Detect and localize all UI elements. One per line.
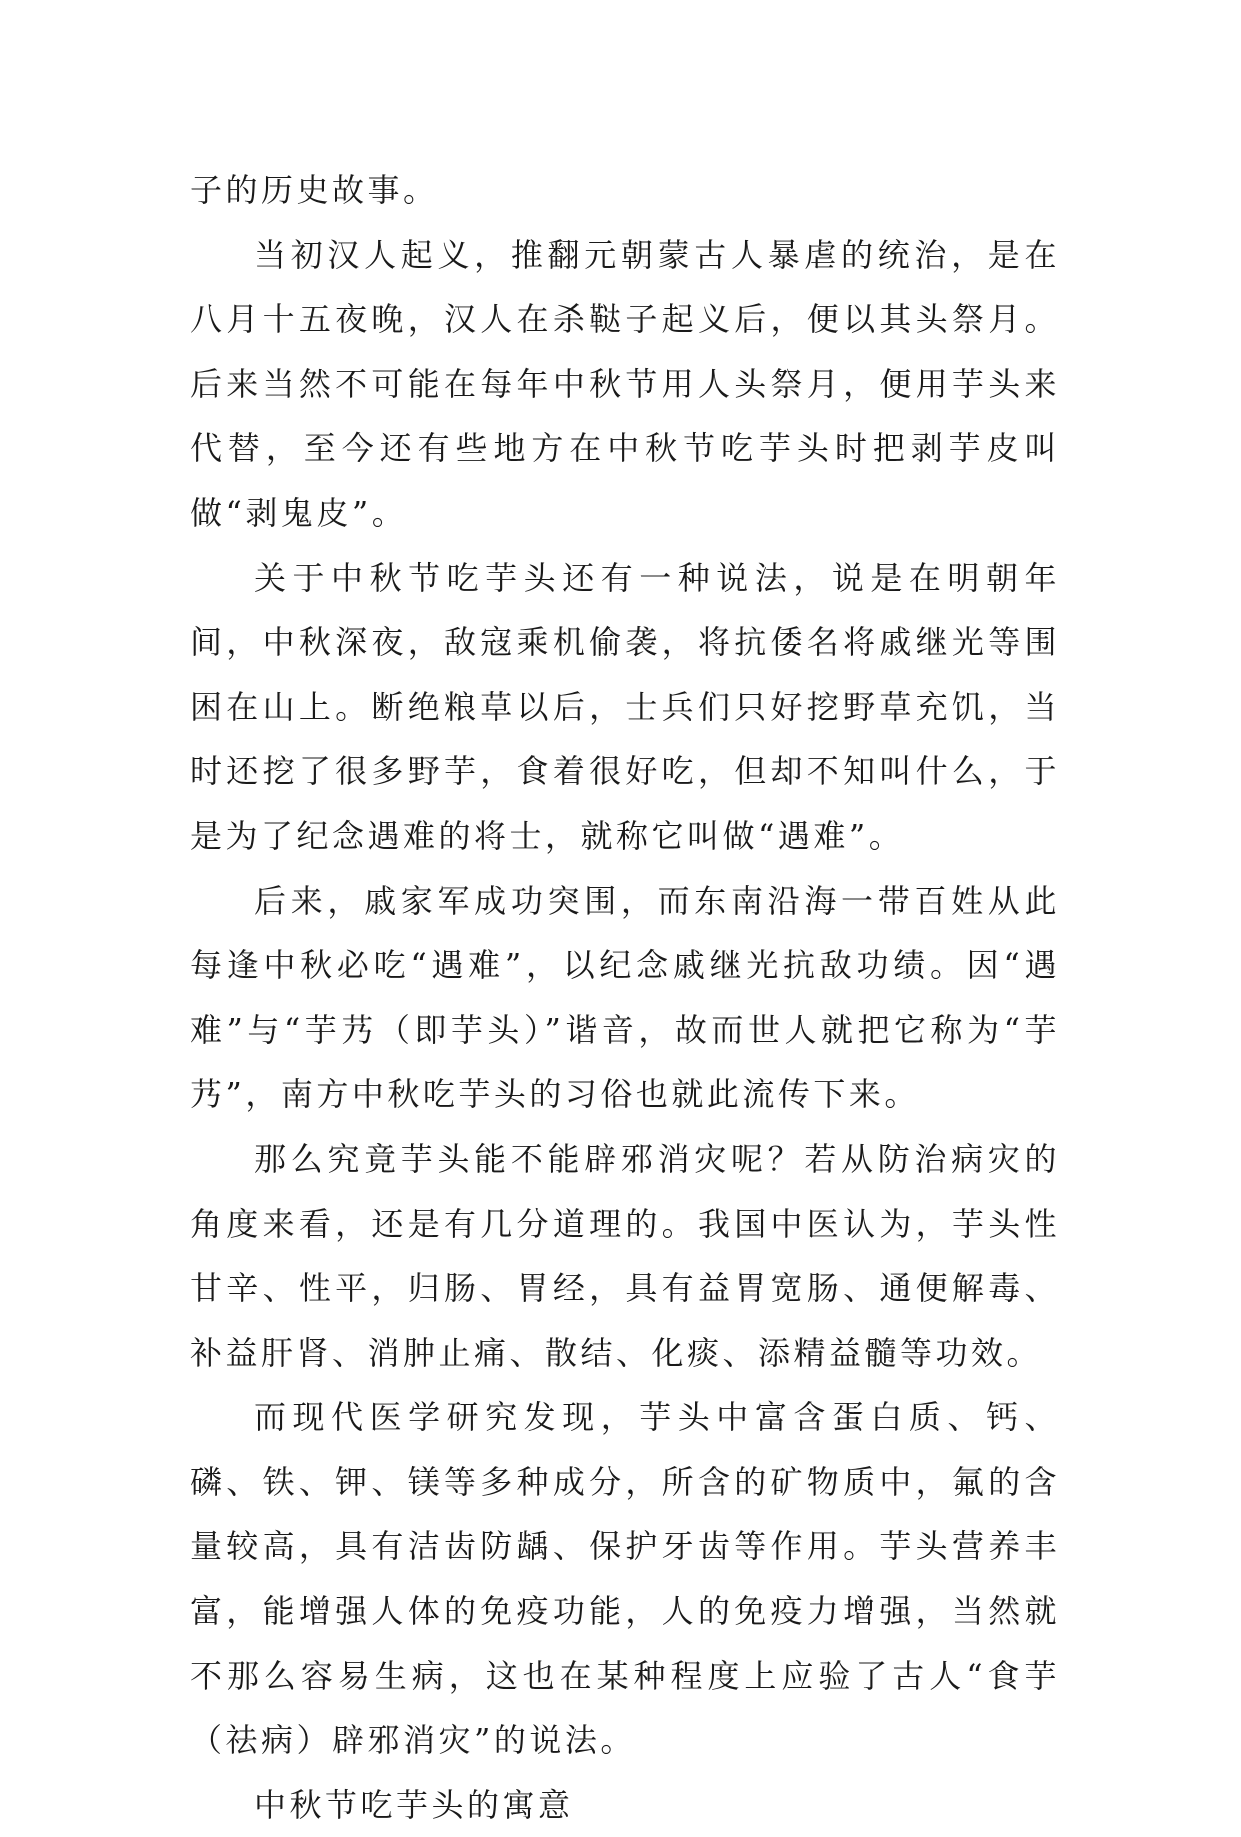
paragraph-tcm-view: 那么究竟芋头能不能辟邪消灾呢？若从防治病灾的角度来看，还是有几分道理的。我国中医认为，芋头性甘辛、性平，归肠、胃经，具有益胃宽肠、通便解毒、补益肝肾、消肿止痛、散结、化痰、添精益髓等功效。 bbox=[190, 1139, 1060, 1372]
section-heading: 中秋节吃芋头的寓意 bbox=[254, 1785, 574, 1824]
paragraph-custom-spread: 后来，戚家军成功突围，而东南沿海一带百姓从此每逢中秋必吃“遇难”，以纪念戚继光抗敌功绩。因“遇难”与“芋艿（即芋头）”谐音，故而世人就把它称为“芋艿”，南方中秋吃芋头的习俗也就此流传下来。 bbox=[190, 881, 1060, 1114]
paragraph-uprising-origin: 当初汉人起义，推翻元朝蒙古人暴虐的统治，是在八月十五夜晚，汉人在杀鞑子起义后，便以其头祭月。后来当然不可能在每年中秋节用人头祭月，便用芋头来代替，至今还有些地方在中秋节吃芋头时把剥芋皮叫做“剥鬼皮”。 bbox=[190, 235, 1060, 532]
document-page bbox=[190, 158, 1060, 1837]
paragraph-ming-legend: 关于中秋节吃芋头还有一种说法，说是在明朝年间，中秋深夜，敌寇乘机偷袭，将抗倭名将戚继光等围困在山上。断绝粮草以后，士兵们只好挖野草充饥，当时还挖了很多野芋，食着很好吃，但却不知叫什么，于是为了纪念遇难的将士，就称它叫做“遇难”。 bbox=[190, 558, 1060, 855]
paragraph-continued: 子的历史故事。 bbox=[190, 171, 439, 209]
paragraph-modern-medicine: 而现代医学研究发现，芋头中富含蛋白质、钙、磷、铁、钾、镁等多种成分，所含的矿物质中，氟的含量较高，具有洁齿防龋、保护牙齿等作用。芋头营养丰富，能增强人体的免疫功能，人的免疫力增强，当然就不那么容易生病，这也在某种程度上应验了古人“食芋（祛病）辟邪消灾”的说法。 bbox=[190, 1398, 1060, 1760]
